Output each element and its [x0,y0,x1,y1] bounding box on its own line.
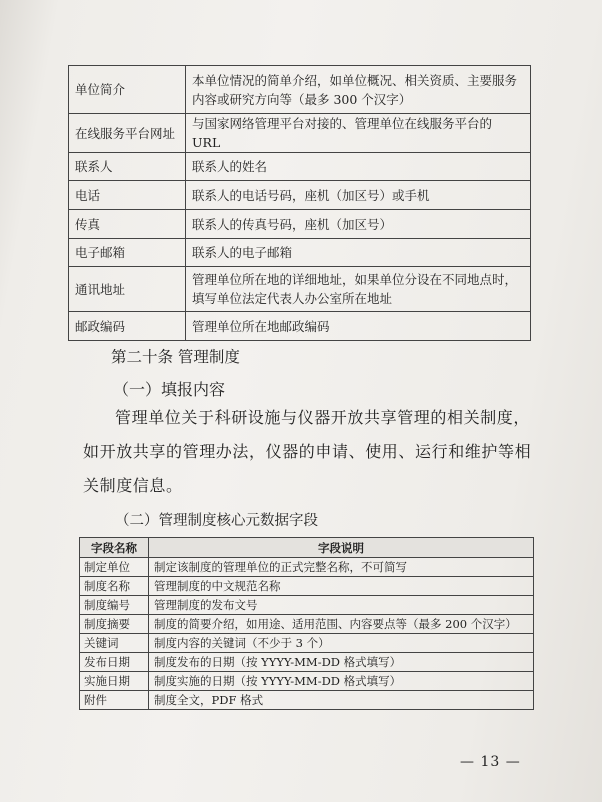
table-row [69,239,531,267]
table-row [80,672,534,691]
field-desc-cell: 联系人的电话号码，座机（加区号）或手机 [186,181,531,210]
field-name-cell: 单位简介 [69,66,186,114]
field-name-cell: 制度摘要 [80,615,149,634]
header-field-desc: 字段说明 [149,538,534,558]
table-row [80,634,534,653]
field-name-cell: 实施日期 [80,672,149,691]
table-row [80,615,534,634]
page-number: — 13 — [460,754,521,770]
table-row [69,66,531,114]
section-subtitle-1: （一）填报内容 [113,380,226,399]
table-row [80,691,534,710]
field-name-cell: 制定单位 [80,558,149,577]
field-name-cell: 电话 [69,181,186,210]
field-name-cell: 附件 [80,691,149,710]
field-desc-cell: 制度内容的关键词（不少于 3 个） [149,634,534,653]
field-desc-cell: 管理单位所在地邮政编码 [186,312,531,341]
article-title: 第二十条 管理制度 [111,348,240,366]
field-desc-cell: 与国家网络管理平台对接的、管理单位在线服务平台的 URL [186,114,531,153]
header-field-name: 字段名称 [80,538,149,558]
section-subtitle-2: （二）管理制度核心元数据字段 [115,513,318,529]
field-desc-cell: 本单位情况的简单介绍，如单位概况、相关资质、主要服务内容或研究方向等（最多 300 个汉字） [186,66,531,114]
field-name-cell: 关键词 [80,634,149,653]
table-row [80,596,534,615]
field-name-cell: 在线服务平台网址 [69,114,186,153]
table-row [69,267,531,312]
field-desc-cell: 联系人的姓名 [186,153,531,181]
unit-info-table [68,65,531,341]
body-paragraph: 管理单位关于科研设施与仪器开放共享管理的相关制度，如开放共享的管理办法，仪器的申请、使用、运行和维护等相关制度信息。 [83,408,532,495]
field-desc-cell: 制定该制度的管理单位的正式完整名称，不可简写 [149,558,534,577]
field-name-cell: 电子邮箱 [69,239,186,267]
field-name-cell: 通讯地址 [69,267,186,312]
metadata-fields-table [79,537,534,710]
table-row [69,181,531,210]
table-row [69,114,531,153]
field-desc-cell: 制度发布的日期（按 YYYY-MM-DD 格式填写） [149,653,534,672]
table-row [69,312,531,341]
field-desc-cell: 制度实施的日期（按 YYYY-MM-DD 格式填写） [149,672,534,691]
field-name-cell: 制度名称 [80,577,149,596]
field-name-cell: 制度编号 [80,596,149,615]
table-row [80,653,534,672]
field-name-cell: 发布日期 [80,653,149,672]
field-name-cell: 传真 [69,210,186,239]
field-name-cell: 邮政编码 [69,312,186,341]
table-row [80,558,534,577]
field-desc-cell: 联系人的电子邮箱 [186,239,531,267]
field-desc-cell: 管理单位所在地的详细地址，如果单位分设在不同地点时，填写单位法定代表人办公室所在地址 [186,267,531,312]
table-row [69,210,531,239]
table-row [80,577,534,596]
field-name-cell: 联系人 [69,153,186,181]
field-desc-cell: 管理制度的发布文号 [149,596,534,615]
field-desc-cell: 制度的简要介绍，如用途、适用范围、内容要点等（最多 200 个汉字） [149,615,534,634]
field-desc-cell: 联系人的传真号码，座机（加区号） [186,210,531,239]
field-desc-cell: 制度全文，PDF 格式 [149,691,534,710]
table-header-row [80,538,534,558]
field-desc-cell: 管理制度的中文规范名称 [149,577,534,596]
table-row [69,153,531,181]
